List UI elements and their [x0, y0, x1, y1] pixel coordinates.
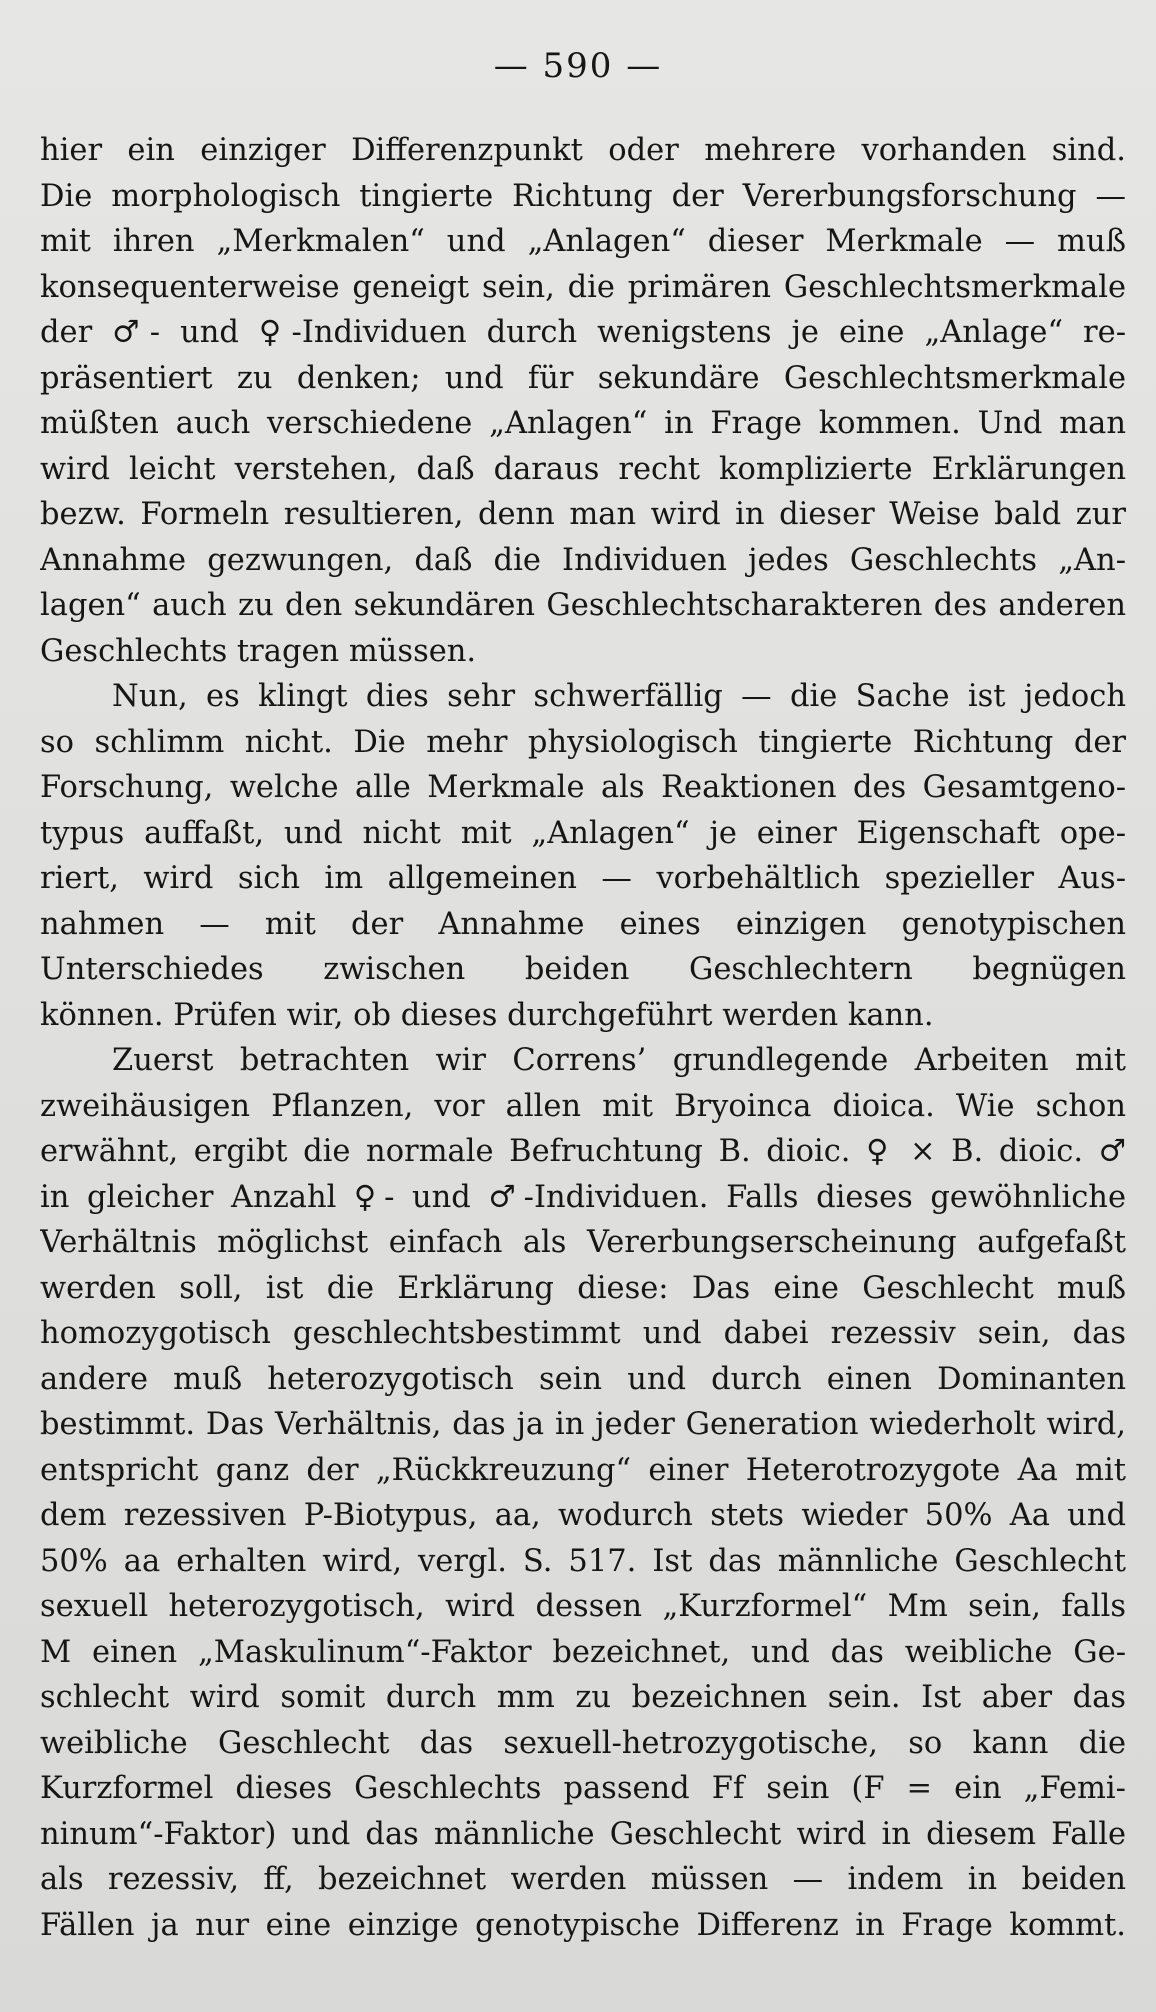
- text-line: zweihäusigen Pflanzen, vor allen mit Bryoinca dioica. Wie schon: [40, 1088, 1126, 1124]
- text-line: sexuell heterozygotisch, wird dessen „Kurzformel“ Mm sein, falls: [40, 1589, 1126, 1624]
- text-line: Geschlechts tragen müssen.: [40, 633, 477, 669]
- text-line: Forschung, welche alle Merkmale als Reaktionen des Gesamtgeno-: [40, 770, 1126, 805]
- text-line: Zuerst betrachten wir Correns’ grundlegende Arbeiten mit: [112, 1043, 1126, 1078]
- text-line: weibliche Geschlecht das sexuell-hetrozygotische, so kann die: [40, 1725, 1126, 1761]
- text-line: dem rezessiven P-Biotypus, aa, wodurch stets wieder 50% Aa und: [40, 1498, 1126, 1533]
- text-line: wird leicht verstehen, daß daraus recht komplizierte Erklärungen: [40, 451, 1126, 487]
- text-line: konsequenterweise geneigt sein, die primären Geschlechtsmerkmale: [40, 269, 1126, 305]
- text-line: Nun, es klingt dies sehr schwerfällig — die Sache ist jedoch: [112, 679, 1126, 714]
- text-line: Kurzformel dieses Geschlechts passend Ff sein (F = ein „Femi-: [40, 1771, 1126, 1806]
- text-line: Fällen ja nur eine einzige genotypische Differenz in Frage kommt.: [40, 1907, 1126, 1943]
- text-line: in gleicher Anzahl ♀- und ♂-Individuen. Falls dieses gewöhnliche: [40, 1179, 1126, 1215]
- text-line: präsentiert zu denken; und für sekundäre Geschlechtsmerkmale: [40, 360, 1126, 396]
- text-line: hier ein einziger Differenzpunkt oder mehrere vorhanden sind.: [40, 133, 1126, 168]
- text-line: typus auffaßt, und nicht mit „Anlagen“ je einer Eigenschaft ope-: [40, 815, 1126, 851]
- text-line: mit ihren „Merkmalen“ und „Anlagen“ dieser Merkmale — muß: [40, 224, 1126, 259]
- text-line: schlecht wird somit durch mm zu bezeichnen sein. Ist aber das: [40, 1680, 1126, 1715]
- text-line: entspricht ganz der „Rückkreuzung“ einer Heterotrozygote Aa mit: [40, 1452, 1126, 1488]
- text-line: 50% aa erhalten wird, vergl. S. 517. Ist das männliche Geschlecht: [40, 1543, 1126, 1579]
- text-line: werden soll, ist die Erklärung diese: Das eine Geschlecht muß: [40, 1270, 1126, 1306]
- text-line: müßten auch verschiedene „Anlagen“ in Frage kommen. Und man: [40, 406, 1126, 441]
- text-line: homozygotisch geschlechtsbestimmt und dabei rezessiv sein, das: [40, 1316, 1126, 1351]
- text-line: Unterschiedes zwischen beiden Geschlechtern begnügen: [40, 952, 1126, 987]
- text-line: lagen“ auch zu den sekundären Geschlechtscharakteren des anderen: [40, 588, 1126, 623]
- text-line: ninum“-Faktor) und das männliche Geschlecht wird in diesem Falle: [40, 1816, 1126, 1852]
- text-line: bezw. Formeln resultieren, denn man wird in dieser Weise bald zur: [40, 497, 1126, 532]
- text-line: bestimmt. Das Verhältnis, das ja in jeder Generation wiederholt wird,: [40, 1407, 1126, 1442]
- text-line: riert, wird sich im allgemeinen — vorbehältlich spezieller Aus-: [40, 861, 1126, 896]
- text-line: Verhältnis möglichst einfach als Vererbungserscheinung aufgefaßt: [40, 1225, 1126, 1260]
- text-line: der ♂- und ♀-Individuen durch wenigstens je eine „Anlage“ re-: [40, 315, 1126, 350]
- text-line: nahmen — mit der Annahme eines einzigen genotypischen: [40, 906, 1126, 942]
- text-line: Annahme gezwungen, daß die Individuen jedes Geschlechts „An-: [40, 542, 1126, 578]
- text-line: als rezessiv, ff, bezeichnet werden müssen — indem in beiden: [40, 1862, 1126, 1897]
- text-line: Die morphologisch tingierte Richtung der Vererbungsforschung —: [40, 178, 1126, 214]
- body-text: [40, 128, 1126, 1948]
- text-line: können. Prüfen wir, ob dieses durchgeführt werden kann.: [40, 997, 934, 1033]
- text-line: M einen „Maskulinum“-Faktor bezeichnet, und das weibliche Ge-: [40, 1634, 1126, 1670]
- page-number: — 590 —: [493, 46, 663, 86]
- text-line: so schlimm nicht. Die mehr physiologisch tingierte Richtung der: [40, 724, 1126, 760]
- text-line: andere muß heterozygotisch sein und durch einen Dominanten: [40, 1361, 1126, 1397]
- text-line: erwähnt, ergibt die normale Befruchtung B. dioic. ♀ × B. dioic. ♂: [40, 1134, 1126, 1169]
